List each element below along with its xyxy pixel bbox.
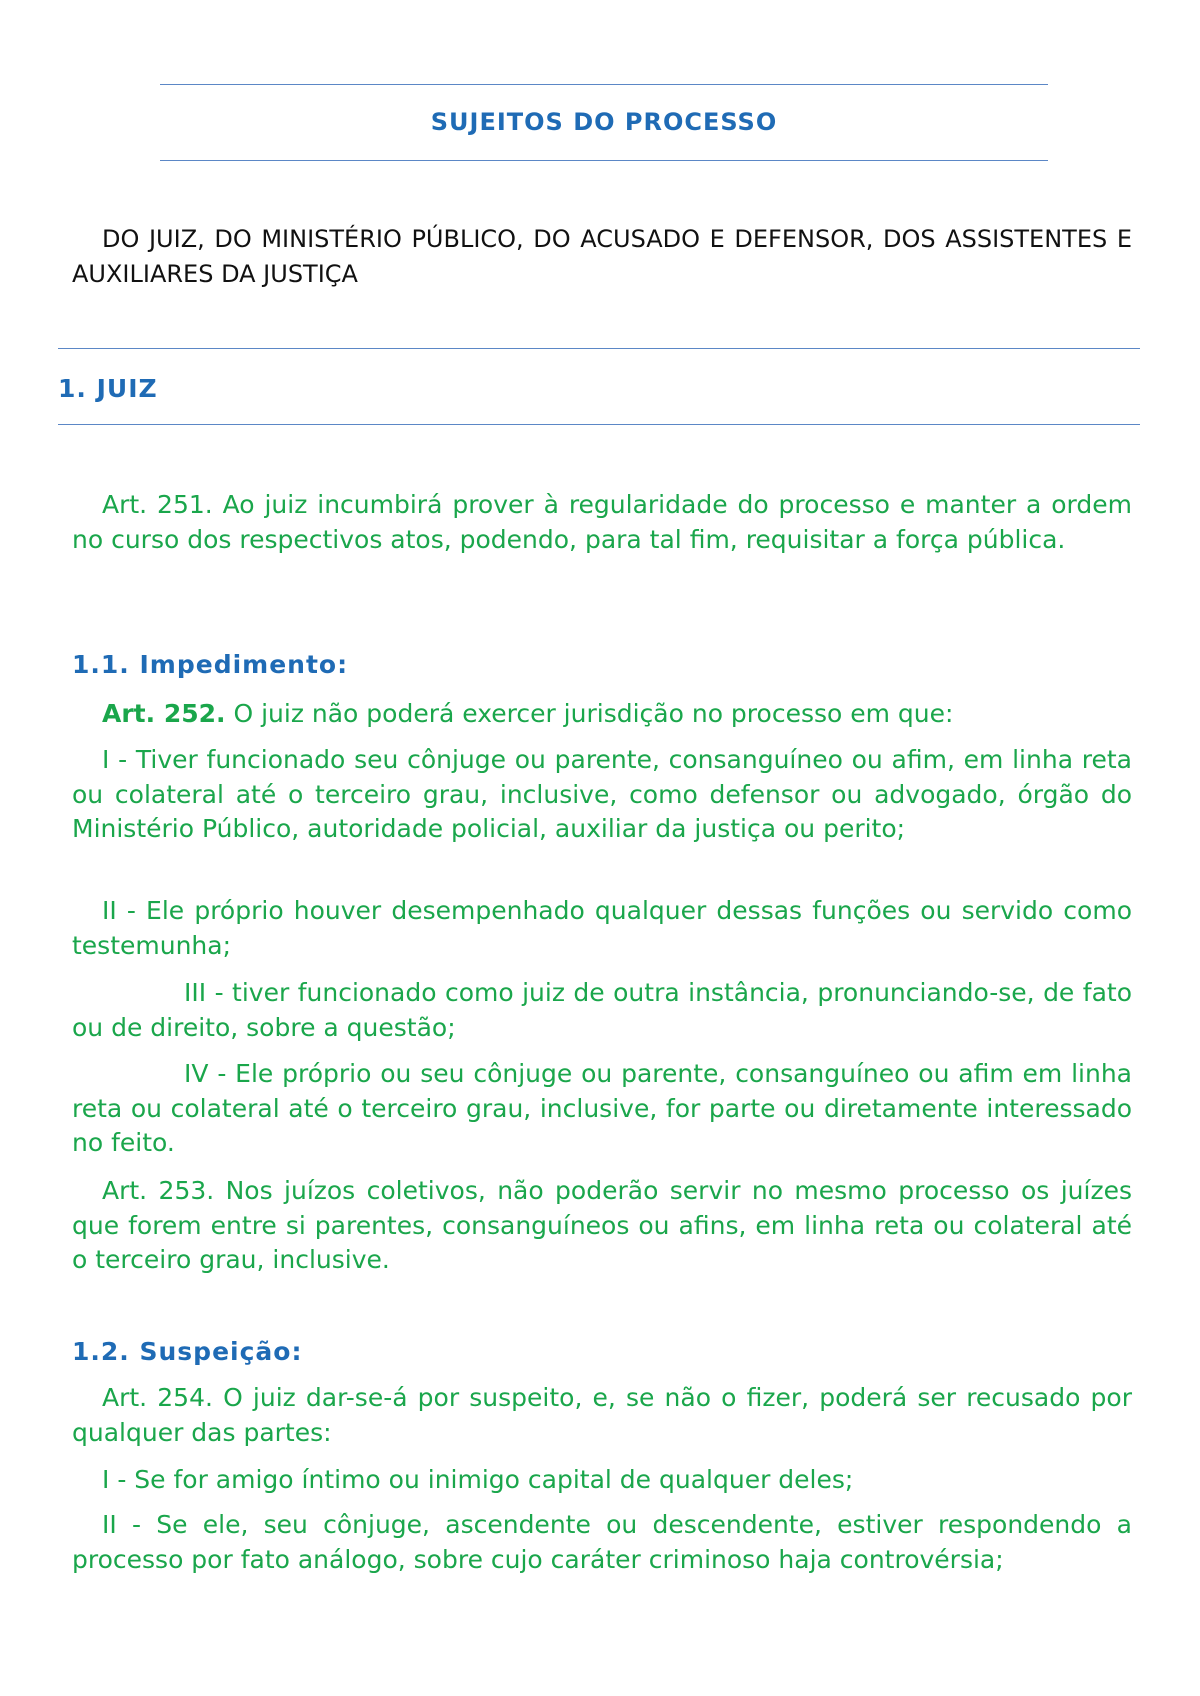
title-top-rule: [160, 84, 1048, 85]
document-title: SUJEITOS DO PROCESSO: [430, 108, 778, 136]
art-251-paragraph: Art. 251. Ao juiz incumbirá prover à regularidade do processo e manter a ordem no curso dos respectivos atos, podendo, para tal fim, requisitar a força pública.: [72, 490, 1132, 554]
impedimento-heading: 1.1. Impedimento:: [72, 650, 349, 679]
art-252-text: O juiz não poderá exercer jurisdição no processo em que:: [225, 699, 954, 728]
title-bottom-rule: [160, 160, 1048, 161]
art-252-label: Art. 252.: [102, 699, 226, 728]
art-252-paragraph: [72, 697, 1132, 732]
document-subtitle: DO JUIZ, DO MINISTÉRIO PÚBLICO, DO ACUSADO E DEFENSOR, DOS ASSISTENTES E AUXILIARES DA JUSTIÇA: [72, 225, 1132, 288]
section-bottom-rule: [58, 424, 1140, 425]
art-252-item-iii: III - tiver funcionado como juiz de outra instância, pronunciando-se, de fato ou de direito, sobre a questão;: [72, 978, 1132, 1042]
art-254-item-i: I - Se for amigo íntimo ou inimigo capital de qualquer deles;: [102, 1465, 854, 1494]
section-heading-juiz: 1. JUIZ: [58, 374, 158, 403]
art-252-item-iv: IV - Ele próprio ou seu cônjuge ou parente, consanguíneo ou afim em linha reta ou colateral até o terceiro grau, inclusive, for parte ou diretamente interessado no feito.: [72, 1059, 1132, 1157]
art-254-item-ii: II - Se ele, seu cônjuge, ascendente ou descendente, estiver respondendo a processo por fato análogo, sobre cujo caráter criminoso haja controvérsia;: [72, 1510, 1132, 1574]
suspeicao-heading: 1.2. Suspeição:: [72, 1337, 303, 1366]
art-254-paragraph: Art. 254. O juiz dar-se-á por suspeito, e, se não o fizer, poderá ser recusado por qualquer das partes:: [72, 1383, 1132, 1447]
art-252-item-i: I - Tiver funcionado seu cônjuge ou parente, consanguíneo ou afim, em linha reta ou colateral até o terceiro grau, inclusive, como defensor ou advogado, órgão do Ministério Público, autoridade policial, auxiliar da justiça ou perito;: [72, 745, 1132, 843]
section-top-rule: [58, 348, 1140, 349]
art-253-paragraph: Art. 253. Nos juízos coletivos, não poderão servir no mesmo processo os juízes que forem entre si parentes, consanguíneos ou afins, em linha reta ou colateral até o terceiro grau, inclusive.: [72, 1176, 1132, 1274]
art-252-item-ii: II - Ele próprio houver desempenhado qualquer dessas funções ou servido como testemunha;: [72, 896, 1132, 960]
